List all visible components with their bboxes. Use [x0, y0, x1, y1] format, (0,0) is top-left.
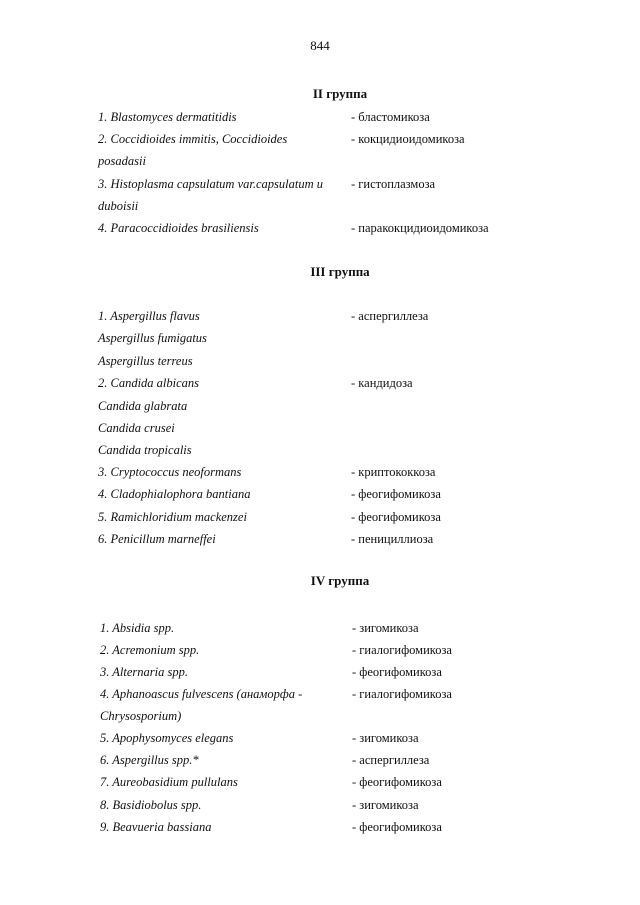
table-row — [0, 174, 640, 194]
table-row — [0, 706, 640, 726]
disease-name: - гиалогифомикоза — [352, 687, 452, 701]
table-row — [0, 440, 640, 460]
table-row — [0, 662, 640, 682]
disease-name: - аспергиллеза — [352, 753, 430, 767]
organism-name: 1. Absidia spp. — [100, 621, 175, 635]
table-row — [0, 640, 640, 660]
organism-name: 3. Histoplasma capsulatum var.capsulatum и — [98, 177, 323, 191]
table-row — [0, 418, 640, 438]
organism-name: 5. Apophysomyces elegans — [100, 731, 234, 745]
table-row — [0, 306, 640, 326]
organism-name: Candida glabrata — [98, 399, 188, 413]
disease-name: - гиалогифомикоза — [352, 643, 452, 657]
organism-name: 9. Beavueria bassiana — [100, 820, 212, 834]
group-title-ii: II группа — [312, 86, 368, 101]
table-row — [0, 529, 640, 549]
disease-name: - зигомикоза — [352, 621, 419, 635]
table-row — [0, 618, 640, 638]
table-row — [0, 772, 640, 792]
disease-name: - аспергиллеза — [351, 309, 429, 323]
organism-name: duboisii — [98, 199, 139, 213]
disease-name: - кокцидиоидомикоза — [351, 132, 465, 146]
table-row — [0, 328, 640, 348]
organism-name: 4. Paracoccidioides brasiliensis — [98, 221, 259, 235]
group-title-iii: III группа — [310, 264, 370, 279]
page-number: 844 — [310, 38, 330, 53]
organism-name: 2. Candida albicans — [98, 376, 200, 390]
table-row — [0, 218, 640, 238]
disease-name: - паракокцидиоидомикоза — [351, 221, 489, 235]
table-row — [0, 373, 640, 393]
organism-name: 4. Cladophialophora bantiana — [98, 487, 251, 501]
table-row — [0, 107, 640, 127]
organism-name: 3. Alternaria spp. — [100, 665, 188, 679]
organism-name: 3. Cryptococcus neoformans — [98, 465, 242, 479]
organism-name: 2. Coccidioides immitis, Coccidioides — [98, 132, 288, 146]
organism-name: 7. Aureobasidium pullulans — [100, 775, 238, 789]
disease-name: - кандидоза — [351, 376, 413, 390]
organism-name: 1. Blastomyces dermatitidis — [98, 110, 237, 124]
table-row — [0, 484, 640, 504]
table-row — [0, 750, 640, 770]
disease-name: - феогифомикоза — [352, 775, 442, 789]
table-row — [0, 817, 640, 837]
table-row — [0, 795, 640, 815]
organism-name: Candida crusei — [98, 421, 175, 435]
organism-name: 4. Aphanoascus fulvescens (анаморфа - — [100, 687, 303, 701]
table-row — [0, 351, 640, 371]
organism-name: 5. Ramichloridium mackenzei — [98, 510, 247, 524]
disease-name: - зигомикоза — [352, 798, 419, 812]
disease-name: - пенициллиоза — [351, 532, 434, 546]
organism-name: Aspergillus terreus — [98, 354, 193, 368]
disease-name: - зигомикоза — [352, 731, 419, 745]
group-title-iv: IV группа — [310, 573, 370, 588]
organism-name: posadasii — [98, 154, 146, 168]
disease-name: - феогифомикоза — [351, 510, 441, 524]
organism-name: 6. Penicillum marneffei — [98, 532, 216, 546]
table-row — [0, 151, 640, 171]
organism-name: Aspergillus fumigatus — [98, 331, 207, 345]
disease-name: - феогифомикоза — [352, 665, 442, 679]
table-row — [0, 462, 640, 482]
organism-name: Candida tropicalis — [98, 443, 192, 457]
table-row — [0, 507, 640, 527]
disease-name: - феогифомикоза — [351, 487, 441, 501]
disease-name: - криптококкоза — [351, 465, 436, 479]
organism-name: 6. Aspergillus spp.* — [100, 753, 199, 767]
disease-name: - феогифомикоза — [352, 820, 442, 834]
table-row — [0, 196, 640, 216]
organism-name: 8. Basidiobolus spp. — [100, 798, 202, 812]
table-row — [0, 129, 640, 149]
organism-name: Chrysosporium) — [100, 709, 182, 723]
disease-name: - бластомикоза — [351, 110, 430, 124]
organism-name: 2. Acremonium spp. — [100, 643, 200, 657]
table-row — [0, 728, 640, 748]
organism-name: 1. Aspergillus flavus — [98, 309, 200, 323]
table-row — [0, 396, 640, 416]
table-row — [0, 684, 640, 704]
disease-name: - гистоплазмоза — [351, 177, 436, 191]
